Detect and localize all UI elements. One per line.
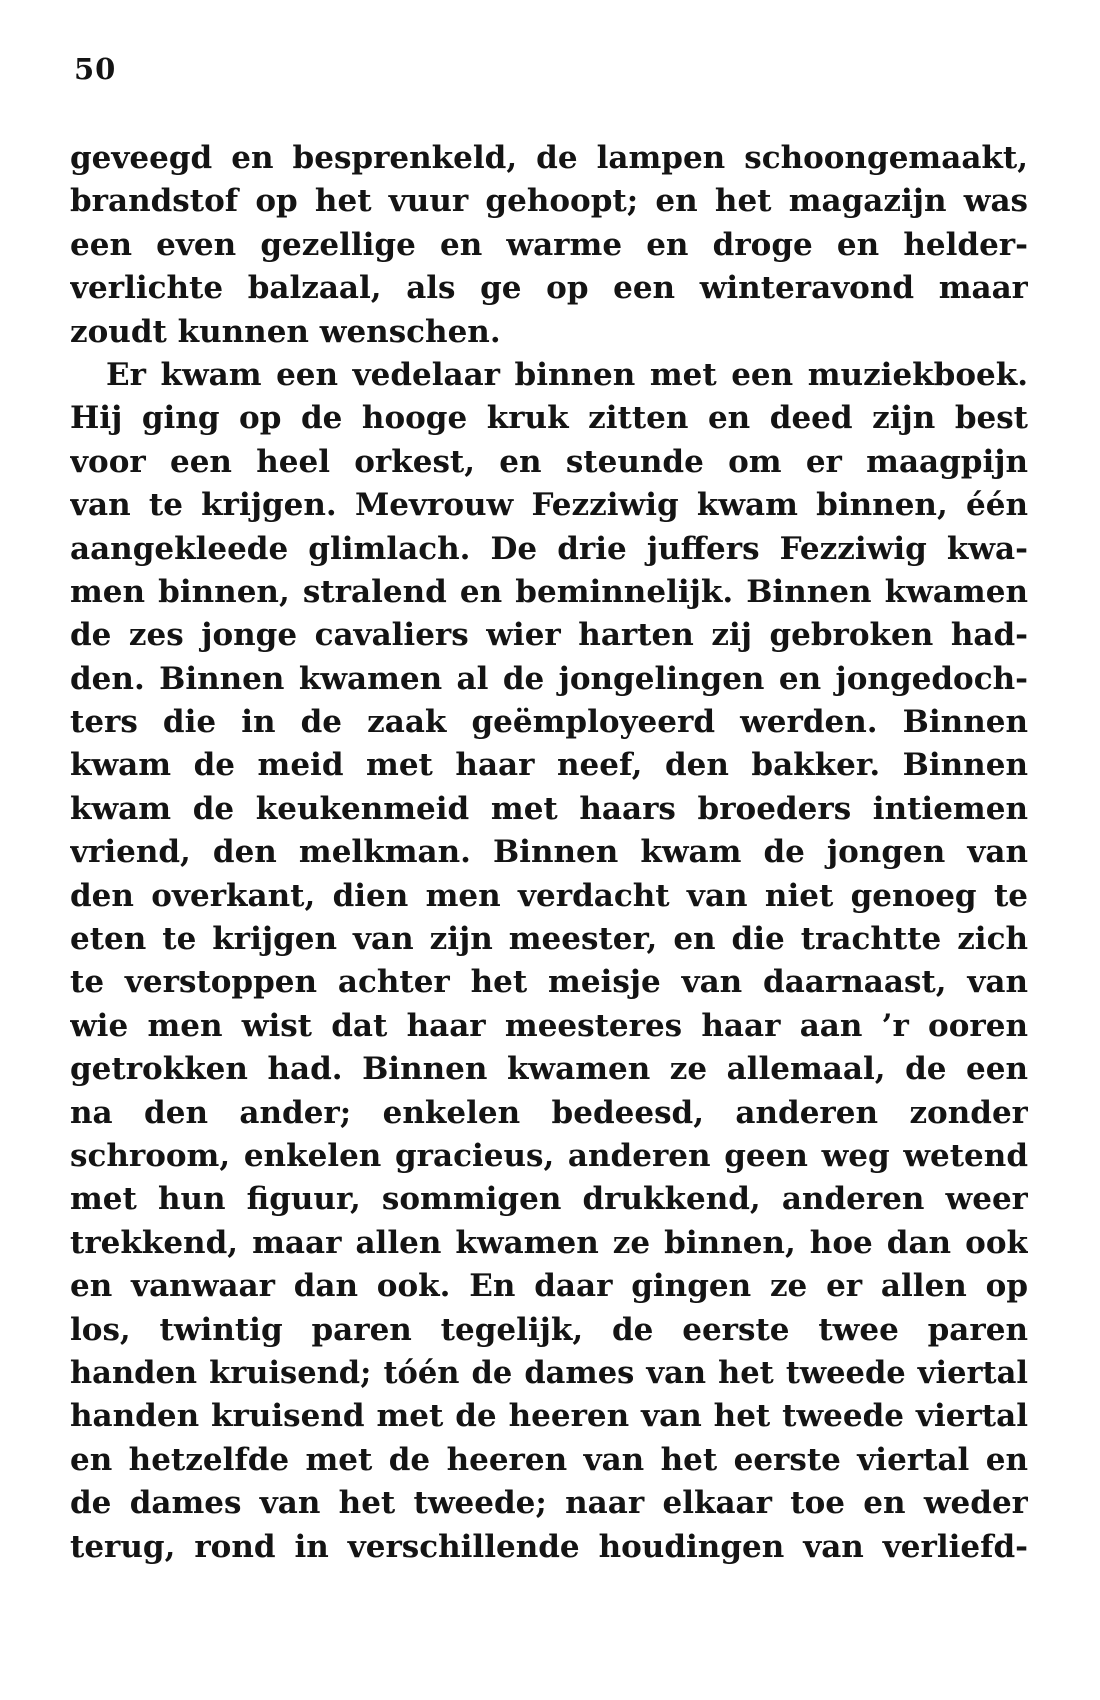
text-line: kwam de keukenmeid met haars broeders intiemen [70, 790, 1028, 827]
text-line: de zes jonge cavaliers wier harten zij gebroken had- [70, 617, 1028, 654]
text-line: kwam de meid met haar neef, den bakker. Binnen [70, 747, 1028, 784]
text-line: den. Binnen kwamen al de jongelingen en jongedoch- [70, 660, 1028, 697]
text-line: trekkend, maar allen kwamen ze binnen, hoe dan ook [70, 1224, 1028, 1261]
text-line: men binnen, stralend en beminnelijk. Binnen kwamen [70, 573, 1028, 610]
text-line: schroom, enkelen gracieus, anderen geen weg wetend [70, 1137, 1028, 1174]
text-line: en hetzelfde met de heeren van het eerste viertal en [70, 1441, 1028, 1478]
text-line: brandstof op het vuur gehoopt; en het magazijn was [70, 183, 1028, 220]
text-line: eten te krijgen van zijn meester, en die trachtte zich [70, 921, 1028, 958]
text-line: en vanwaar dan ook. En daar gingen ze er allen op [70, 1268, 1028, 1305]
text-line: te verstoppen achter het meisje van daarnaast, van [70, 964, 1028, 1001]
text-line: den overkant, dien men verdacht van niet genoeg te [70, 877, 1028, 914]
text-line: handen kruisend met de heeren van het tweede viertal [70, 1398, 1028, 1435]
text-line: handen kruisend; tóén de dames van het tweede viertal [70, 1354, 1028, 1391]
text-line: geveegd en besprenkeld, de lampen schoongemaakt, [70, 140, 1028, 176]
text-line: Hij ging op de hooge kruk zitten en deed zijn best [70, 400, 1028, 437]
text-line: los, twintig paren tegelijk, de eerste twee paren [70, 1311, 1028, 1348]
text-line: van te krijgen. Mevrouw Fezziwig kwam binnen, één [70, 487, 1028, 524]
text-line: Er kwam een vedelaar binnen met een muziekboek. [106, 356, 1028, 393]
body-text [70, 137, 1028, 1569]
text-line: getrokken had. Binnen kwamen ze allemaal, de een [70, 1051, 1028, 1088]
text-line: wie men wist dat haar meesteres haar aan ’r ooren [70, 1007, 1028, 1044]
text-line: aangekleede glimlach. De drie juffers Fezziwig kwa- [70, 530, 1028, 567]
text-line: een even gezellige en warme en droge en helder- [70, 226, 1028, 263]
text-line: verlichte balzaal, als ge op een winteravond maar [70, 270, 1028, 307]
text-line: na den ander; enkelen bedeesd, anderen zonder [70, 1094, 1028, 1131]
text-line: de dames van het tweede; naar elkaar toe en weder [70, 1485, 1028, 1522]
text-line: voor een heel orkest, en steunde om er maagpijn [70, 443, 1028, 480]
text-line: vriend, den melkman. Binnen kwam de jongen van [70, 834, 1028, 871]
text-line: met hun figuur, sommigen drukkend, anderen weer [70, 1181, 1028, 1218]
page-number: 50 [74, 52, 117, 86]
text-line: ters die in de zaak geëmployeerd werden. Binnen [70, 704, 1028, 741]
text-line: zoudt kunnen wenschen. [70, 313, 501, 350]
text-line: terug, rond in verschillende houdingen van verliefd- [70, 1528, 1028, 1565]
